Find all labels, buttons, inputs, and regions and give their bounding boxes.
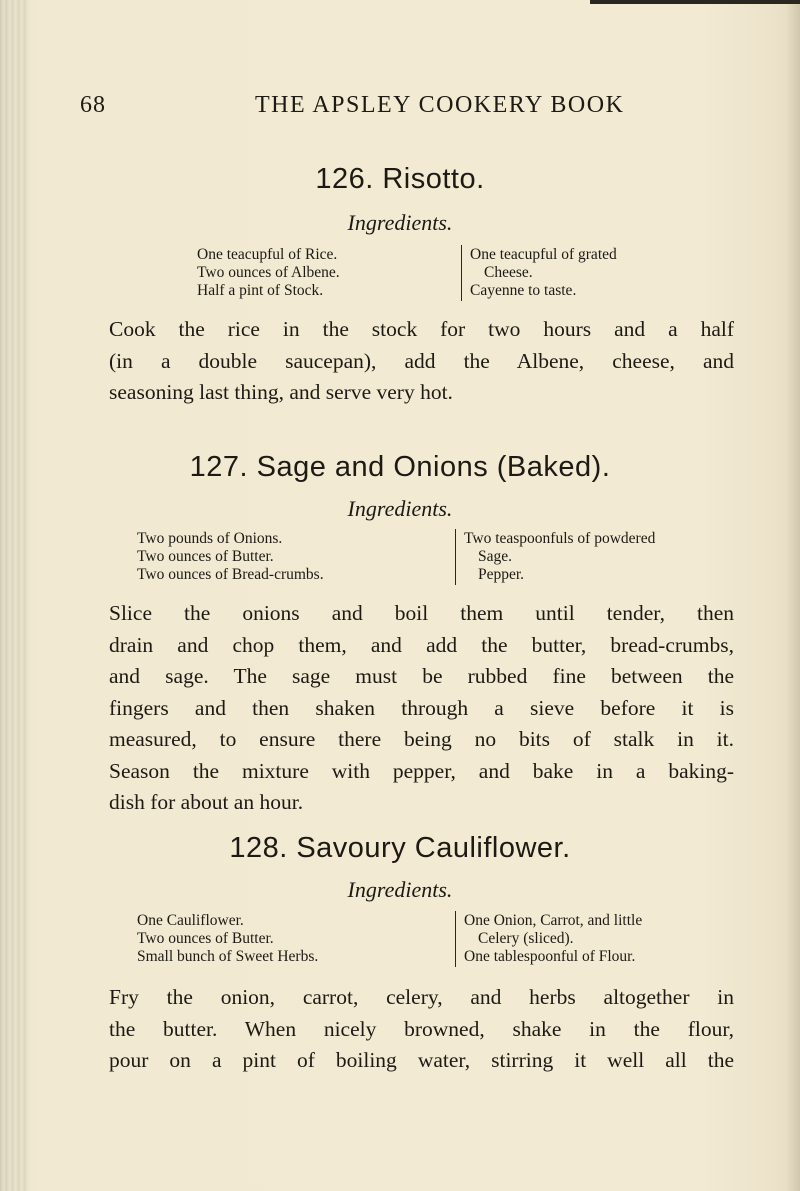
ingredients-heading-127: Ingredients. — [347, 496, 453, 521]
recipe-method-127 — [109, 598, 734, 819]
ingredients-right-126 — [470, 246, 617, 300]
ingredient-item: Celery (sliced). — [478, 930, 574, 947]
recipe-title-128: 128. Savoury Cauliflower. — [229, 832, 571, 864]
ingredient-item: One teacupful of grated — [470, 246, 617, 263]
recipe-title-127: 127. Sage and Onions (Baked). — [189, 451, 611, 483]
page-number: 68 — [80, 92, 106, 118]
ingredients-heading-126: Ingredients. — [347, 210, 453, 235]
book-title: THE APSLEY COOKERY BOOK — [255, 92, 625, 118]
ingredient-item: Two ounces of Butter. — [137, 548, 274, 565]
ingredient-item: Pepper. — [478, 566, 525, 583]
ingredients-left-128 — [137, 912, 318, 966]
ingredient-item: One Cauliflower. — [137, 912, 244, 929]
ingredient-item: Small bunch of Sweet Herbs. — [137, 948, 319, 965]
method-line: Fry the onion, carrot, celery, and herbs altogether in — [109, 985, 734, 1009]
ingredient-item: Two pounds of Onions. — [137, 530, 283, 547]
ingredients-divider-126 — [461, 245, 462, 301]
ingredient-item: Two ounces of Butter. — [137, 930, 274, 947]
ingredients-heading-128: Ingredients. — [347, 877, 453, 902]
recipe-method-128 — [109, 982, 734, 1077]
recipe-method-126 — [109, 314, 734, 409]
ingredients-left-126 — [197, 246, 340, 300]
method-line: seasoning last thing, and serve very hot. — [109, 380, 453, 404]
method-line: dish for about an hour. — [109, 790, 304, 814]
recipe-title-126: 126. Risotto. — [315, 163, 485, 195]
ingredient-item: Two ounces of Albene. — [197, 264, 340, 281]
ingredients-divider-127 — [455, 529, 456, 585]
method-line: and sage. The sage must be rubbed fine between the — [109, 664, 734, 688]
ingredient-item: Cayenne to taste. — [470, 282, 577, 299]
ingredient-item: One teacupful of Rice. — [197, 246, 338, 263]
ingredient-item: One Onion, Carrot, and little — [464, 912, 643, 929]
method-line: Cook the rice in the stock for two hours and a half — [109, 317, 734, 341]
method-line: fingers and then shaken through a sieve before it is — [109, 695, 734, 720]
ingredients-right-127 — [464, 530, 655, 584]
method-line: measured, to ensure there being no bits of stalk in it. — [109, 727, 734, 751]
method-line: drain and chop them, and add the butter, bread-crumbs, — [109, 632, 734, 657]
ingredient-item: Half a pint of Stock. — [197, 282, 324, 299]
ingredient-item: Cheese. — [484, 264, 533, 281]
ingredients-left-127 — [137, 530, 324, 584]
ingredient-item: Two ounces of Bread-crumbs. — [137, 566, 324, 583]
running-head — [0, 92, 800, 126]
method-line: pour on a pint of boiling water, stirring it well all the — [109, 1048, 734, 1072]
ingredient-item: One tablespoonful of Flour. — [464, 948, 636, 965]
method-line: the butter. When nicely browned, shake in the flour, — [109, 1016, 734, 1041]
ingredients-right-128 — [464, 912, 642, 966]
ingredient-item: Sage. — [478, 548, 513, 565]
method-line: Slice the onions and boil them until tender, then — [109, 601, 734, 625]
page-top-rule — [590, 0, 800, 4]
ingredients-divider-128 — [455, 911, 456, 967]
method-line: (in a double saucepan), add the Albene, cheese, and — [109, 348, 734, 373]
method-line: Season the mixture with pepper, and bake in a baking- — [109, 758, 734, 783]
ingredient-item: Two teaspoonfuls of powdered — [464, 530, 656, 547]
